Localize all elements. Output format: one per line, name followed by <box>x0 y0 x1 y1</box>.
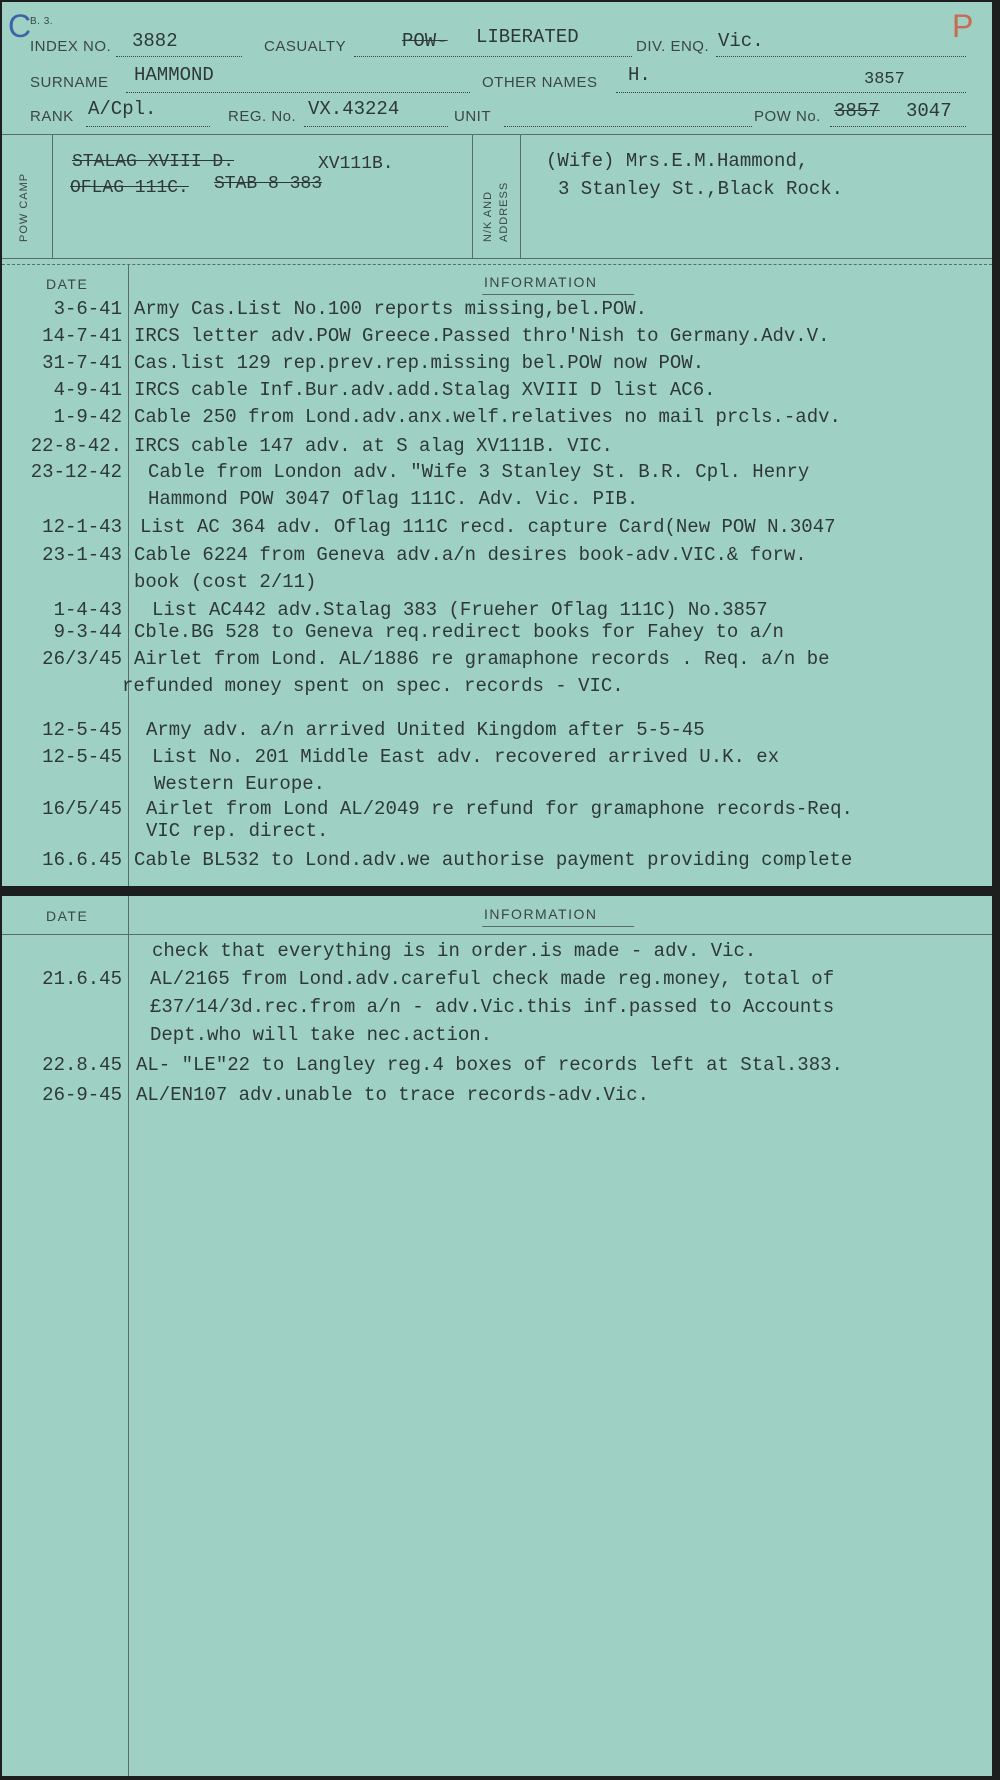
pen-mark-c: C <box>8 8 32 44</box>
nk-address-line-1: (Wife) Mrs.E.M.Hammond, <box>546 150 809 172</box>
front-entry-date: 14-7-41 <box>42 325 122 347</box>
back-entry-text: Dept.who will take nec.action. <box>150 1024 493 1046</box>
front-entry-text: Cable from London adv. "Wife 3 Stanley St. B.R. Cpl. Henry <box>148 461 810 483</box>
rank-label: RANK <box>30 108 74 125</box>
pow-no-label: POW No. <box>754 108 821 125</box>
front-entry-text: IRCS cable 147 adv. at S alag XV111B. VIC. <box>134 435 613 457</box>
front-entry-text: VIC rep. direct. <box>146 820 329 842</box>
back-entry-text: £37/14/3d.rec.from a/n - adv.Vic.this inf.passed to Accounts <box>150 996 835 1018</box>
unit-label: UNIT <box>454 108 491 125</box>
reg-no-value: VX.43224 <box>308 98 400 120</box>
casualty-label: CASUALTY <box>264 38 347 55</box>
pow-camp-label: POW CAMP <box>18 172 30 242</box>
front-entry-date: 31-7-41 <box>42 352 122 374</box>
front-entry-date: 1-9-42 <box>53 406 122 428</box>
div-enq-label: DIV. ENQ. <box>636 38 710 55</box>
casualty-struck: POW- <box>402 30 448 52</box>
back-information-column-header: INFORMATION <box>484 906 598 922</box>
surname-value: HAMMOND <box>134 64 214 86</box>
front-entry-text: IRCS cable Inf.Bur.adv.add.Stalag XVIII D list AC6. <box>134 379 716 401</box>
front-entry-text: Airlet from Lond. AL/1886 re gramaphone records . Req. a/n be <box>134 648 830 670</box>
nk-address-line-2: 3 Stanley St.,Black Rock. <box>558 178 844 200</box>
address-label: ADDRESS <box>498 181 510 242</box>
pow-camp-struck-2: OFLAG 111C. <box>70 178 189 198</box>
front-entry-date: 12-5-45 <box>42 719 122 741</box>
front-entry-text: Hammond POW 3047 Oflag 111C. Adv. Vic. PIB. <box>148 488 639 510</box>
front-entry-date: 23-1-43 <box>42 544 122 566</box>
form-code: B. 3. <box>30 16 54 27</box>
front-entry-text: Cable 6224 from Geneva adv.a/n desires book-adv.VIC.& forw. <box>134 544 807 566</box>
front-entry-date: 12-5-45 <box>42 746 122 768</box>
front-entry-text: Cble.BG 528 to Geneva req.redirect books for Fahey to a/n <box>134 621 784 643</box>
back-entry-text: check that everything is in order.is made - adv. Vic. <box>152 940 757 962</box>
front-entry-text: Cas.list 129 rep.prev.rep.missing bel.POW now POW. <box>134 352 705 374</box>
back-date-column-header: DATE <box>46 908 89 924</box>
div-enq-value: Vic. <box>718 30 764 52</box>
record-card-back <box>2 896 992 1776</box>
reg-no-label: REG. No. <box>228 108 297 125</box>
back-entry-date: 26-9-45 <box>42 1084 122 1106</box>
front-entry-text: List AC 364 adv. Oflag 111C recd. capture Card(New POW N.3047 <box>140 516 836 538</box>
front-entry-date: 23-12-42 <box>30 461 122 483</box>
front-entry-text: Cable BL532 to Lond.adv.we authorise payment providing complete <box>134 849 853 871</box>
surname-label: SURNAME <box>30 74 109 91</box>
front-entry-text: Cable 250 from Lond.adv.anx.welf.relatives no mail prcls.-adv. <box>134 406 841 428</box>
front-entry-date: 1-4-43 <box>53 599 122 621</box>
front-entry-date: 3-6-41 <box>53 298 122 320</box>
front-entry-date: 4-9-41 <box>53 379 122 401</box>
front-entry-text: Western Europe. <box>154 773 326 795</box>
front-entry-date: 16.6.45 <box>42 849 122 871</box>
rank-value: A/Cpl. <box>88 98 157 120</box>
pow-no-above: 3857 <box>864 70 905 89</box>
back-entry-text: AL/2165 from Lond.adv.careful check made reg.money, total of <box>150 968 835 990</box>
other-names-value: H. <box>628 64 651 86</box>
index-no-label: INDEX NO. <box>30 38 112 55</box>
information-column-header: INFORMATION <box>484 274 598 290</box>
front-entry-text: Army adv. a/n arrived United Kingdom after 5-5-45 <box>146 719 705 741</box>
front-entry-text: IRCS letter adv.POW Greece.Passed thro'Nish to Germany.Adv.V. <box>134 325 830 347</box>
other-names-label: OTHER NAMES <box>482 74 598 91</box>
back-entry-text: AL- "LE"22 to Langley reg.4 boxes of records left at Stal.383. <box>136 1054 843 1076</box>
pow-no-struck: 3857 <box>834 100 880 122</box>
front-entry-date: 22-8-42. <box>30 435 122 457</box>
front-entry-text: Airlet from Lond AL/2049 re refund for gramaphone records-Req. <box>146 798 853 820</box>
index-no-value: 3882 <box>132 30 178 52</box>
pow-camp-struck-3: STAB 8 383 <box>214 174 323 194</box>
front-entry-text: Army Cas.List No.100 reports missing,bel.POW. <box>134 298 648 320</box>
record-card-front <box>2 2 992 886</box>
front-entry-date: 9-3-44 <box>53 621 122 643</box>
back-entry-text: AL/EN107 adv.unable to trace records-adv.Vic. <box>136 1084 650 1106</box>
front-entry-date: 26/3/45 <box>42 648 122 670</box>
back-entry-date: 22.8.45 <box>42 1054 122 1076</box>
pow-camp-1: XV111B. <box>318 154 394 174</box>
front-entry-date: 12-1-43 <box>42 516 122 538</box>
front-entry-date: 16/5/45 <box>42 798 122 820</box>
pow-no-value: 3047 <box>906 100 952 122</box>
front-entry-text: List No. 201 Middle East adv. recovered arrived U.K. ex <box>152 746 780 768</box>
pen-mark-p: P <box>952 8 974 44</box>
nk-and-label: N/K AND <box>482 190 494 242</box>
back-entry-date: 21.6.45 <box>42 968 122 990</box>
pow-camp-struck-1: STALAG XVIII D. <box>72 152 235 172</box>
casualty-value: LIBERATED <box>476 26 579 48</box>
front-entry-text: List AC442 adv.Stalag 383 (Frueher Oflag 111C) No.3857 <box>152 599 768 621</box>
date-column-header: DATE <box>46 276 89 292</box>
front-entry-text: book (cost 2/11) <box>134 571 317 593</box>
front-entry-text: refunded money spent on spec. records - VIC. <box>122 675 624 697</box>
